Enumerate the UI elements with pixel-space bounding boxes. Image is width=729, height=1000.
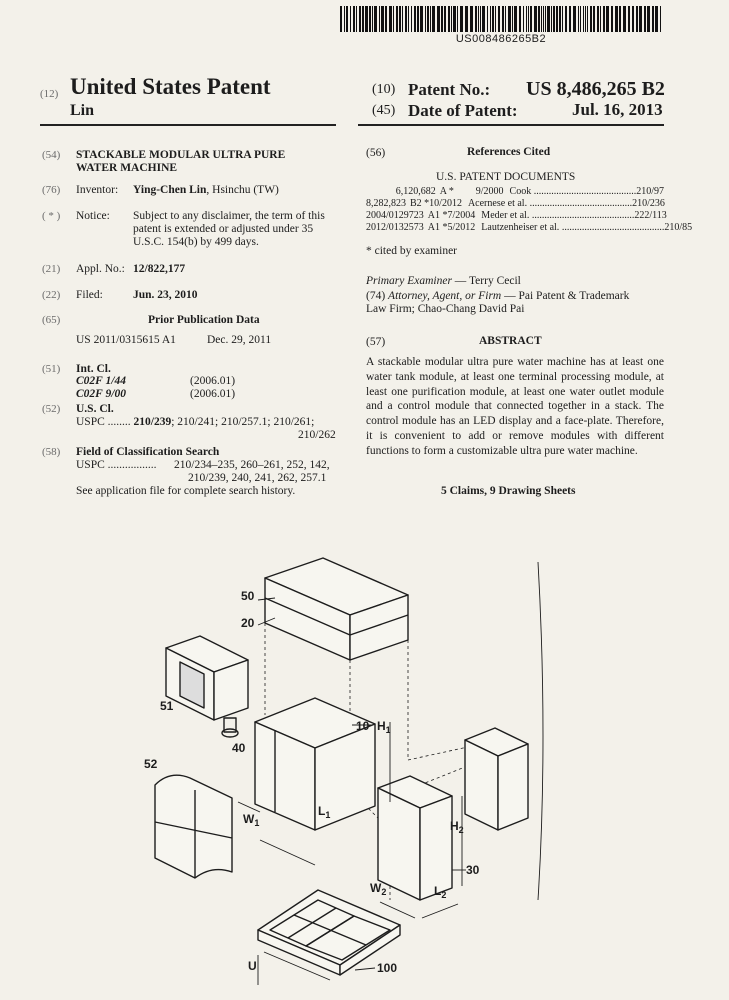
code-57: (57) (366, 336, 386, 348)
ref-class: 210/236 (632, 198, 665, 209)
barcode-bar (519, 6, 521, 32)
barcode-bar (470, 6, 473, 32)
label-u: U (248, 959, 257, 973)
module-50-box (265, 558, 408, 660)
ref-leader: ......................................... (527, 198, 633, 209)
prior-publication-heading: Prior Publication Data (148, 314, 260, 326)
date-of-patent: Jul. 16, 2013 (572, 100, 663, 119)
ref-leader: ......................................... (529, 210, 635, 221)
barcode-bar (350, 6, 351, 32)
barcode-bar (619, 6, 621, 32)
attorney-line1 (366, 289, 629, 303)
reference-row (366, 222, 693, 234)
code-56: (56) (366, 147, 386, 159)
barcode-bar (587, 6, 588, 32)
barcode-bar (526, 6, 527, 32)
ref-number: 8,282,823 (366, 198, 406, 209)
appl-no-label: Appl. No.: (76, 263, 125, 275)
module-right-box (465, 728, 528, 830)
barcode-bar (498, 6, 500, 32)
invention-title-line1: STACKABLE MODULAR ULTRA PURE (76, 149, 286, 161)
barcode-bar (660, 6, 661, 32)
barcode-bar (356, 6, 357, 32)
inventor-value (133, 183, 279, 197)
header-rule-left (40, 124, 336, 126)
ref-kind: A * (439, 186, 454, 197)
barcode-bar (478, 6, 479, 32)
code-12: (12) (40, 88, 59, 100)
barcode-bar (611, 6, 613, 32)
barcode-bar (482, 6, 485, 32)
barcode-bar (411, 6, 412, 32)
cited-note: * cited by examiner (366, 245, 458, 257)
barcode-bar (585, 6, 586, 32)
h1-subscript: 1 (385, 725, 391, 735)
code-21: (21) (42, 263, 61, 275)
barcode-bar (385, 6, 387, 32)
barcode-bar (487, 6, 488, 32)
ref-kind: A1 * (427, 222, 448, 233)
filed-label: Filed: (76, 289, 103, 301)
h2-letter: H (450, 819, 459, 833)
barcode-bar (427, 6, 429, 32)
w2-subscript: 2 (381, 887, 387, 897)
document-number: US008486265B2 (455, 33, 547, 45)
int-cl-2: C02F 9/00 (76, 388, 126, 400)
label-20: 20 (241, 616, 255, 630)
barcode-bar (603, 6, 605, 32)
barcode-bar (393, 6, 394, 32)
int-cl-2-date: (2006.01) (190, 388, 236, 400)
barcode-bar (490, 6, 491, 32)
barcode-bar (597, 6, 599, 32)
ref-leader: ......................................... (559, 222, 665, 233)
barcode-bar (475, 6, 477, 32)
w2-letter: W (370, 881, 382, 895)
barcode-bar (562, 6, 563, 32)
ref-name: Lautzenheiser et al. (481, 222, 560, 233)
ref-number: 2012/0132573 (366, 222, 424, 233)
barcode-bar (451, 6, 452, 32)
barcode-bar (492, 6, 494, 32)
code-notice: ( * ) (42, 210, 61, 222)
int-cl-label: Int. Cl. (76, 363, 111, 375)
ref-date: 7/2004 (447, 210, 476, 221)
barcode-bar (495, 6, 496, 32)
barcode-bar (514, 6, 517, 32)
ref-leader: ......................................... (531, 186, 637, 197)
uspc-rest-line2: 210/262 (298, 429, 336, 441)
w1-subscript: 1 (254, 818, 260, 828)
us-docs-heading: U.S. PATENT DOCUMENTS (436, 171, 576, 183)
label-50: 50 (241, 589, 255, 603)
l2-subscript: 2 (441, 890, 447, 900)
label-10: 10 (356, 719, 370, 733)
control-module-51 (166, 636, 248, 737)
barcode-bar (502, 6, 504, 32)
notice-line3: U.S.C. 154(b) by 499 days. (133, 236, 259, 248)
label-40: 40 (232, 741, 246, 755)
module-10-box (255, 698, 375, 830)
barcode-bar (374, 6, 377, 32)
barcode-bar (425, 6, 426, 32)
barcode-bar (508, 6, 511, 32)
barcode-bar (381, 6, 384, 32)
appl-no: 12/822,177 (133, 263, 186, 275)
l1-subscript: 1 (325, 810, 331, 820)
barcode-bar (553, 6, 555, 32)
barcode-bar (405, 6, 407, 32)
claims-summary: 5 Claims, 9 Drawing Sheets (441, 485, 576, 497)
patent-type-title: United States Patent (70, 74, 271, 99)
barcode-bar (639, 6, 642, 32)
barcode-bar (565, 6, 567, 32)
barcode-bar (628, 6, 630, 32)
barcode-bar (530, 6, 532, 32)
patent-drawing (0, 540, 729, 1000)
prior-publication-date: Dec. 29, 2011 (207, 334, 272, 346)
barcode-bar (556, 6, 558, 32)
code-52: (52) (42, 403, 61, 415)
field-line1: 210/234–235, 260–261, 252, 142, (174, 459, 330, 471)
l1-letter: L (318, 804, 326, 818)
ref-kind: A1 * (427, 210, 448, 221)
barcode-bar (543, 6, 544, 32)
reference-row (366, 198, 664, 210)
barcode-bar (389, 6, 392, 32)
barcode-bar (369, 6, 371, 32)
label-52: 52 (144, 757, 158, 771)
label-h1 (377, 719, 391, 735)
int-cl-1-date: (2006.01) (190, 375, 236, 387)
l2-letter: L (434, 884, 442, 898)
barcode-bar (632, 6, 634, 32)
abstract-text: A stackable modular ultra pure water machine has at least one water tank module, at least one terminal processing module, at least one purification module, at least one water outlet module and a control module that connected together in a stack. The control module has an LED display and a face-plate. Therefore, it is convenient to add or remove modules with different functions to form a customizable ultra pure water machine. (366, 356, 664, 457)
date-of-patent-label: Date of Patent: (408, 101, 518, 120)
reference-row (366, 186, 664, 198)
field-uspc-label: USPC ................. (76, 459, 157, 471)
us-cl-label: U.S. Cl. (76, 403, 114, 415)
patent-number: US 8,486,265 B2 (526, 78, 665, 100)
module-30-box (378, 776, 452, 900)
barcode-bar (444, 6, 446, 32)
barcode-bar (396, 6, 398, 32)
h2-subscript: 2 (458, 825, 464, 835)
barcode-bar (417, 6, 419, 32)
code-54: (54) (42, 149, 61, 161)
int-cl-1: C02F 1/44 (76, 375, 126, 387)
ref-name: Cook (509, 186, 532, 197)
attorney-label: Attorney, Agent, or Firm (388, 290, 502, 302)
barcode-bar (652, 6, 654, 32)
barcode (340, 6, 662, 32)
barcode-bar (344, 6, 345, 32)
barcode-bar (636, 6, 638, 32)
barcode-bar (580, 6, 581, 32)
barcode-bar (340, 6, 342, 32)
prior-publication-number: US 2011/0315615 A1 (76, 334, 176, 346)
barcode-bar (569, 6, 571, 32)
barcode-bar (534, 6, 537, 32)
references-list (366, 186, 693, 234)
barcode-bar (480, 6, 481, 32)
barcode-bar (593, 6, 595, 32)
code-58: (58) (42, 446, 61, 458)
label-30: 30 (466, 863, 480, 877)
barcode-bar (647, 6, 650, 32)
barcode-bar (528, 6, 529, 32)
barcode-bar (430, 6, 431, 32)
code-22: (22) (42, 289, 61, 301)
barcode-bar (505, 6, 506, 32)
barcode-bar (460, 6, 463, 32)
label-51: 51 (160, 699, 174, 713)
barcode-bar (465, 6, 468, 32)
barcode-bar (453, 6, 456, 32)
barcode-bar (600, 6, 601, 32)
uspc-main: 210/239 (133, 416, 172, 428)
barcode-bar (437, 6, 440, 32)
ref-number: 6,120,682 (395, 186, 436, 197)
field-search-label: Field of Classification Search (76, 446, 220, 458)
primary-examiner (366, 274, 521, 288)
filed-date: Jun. 23, 2010 (133, 289, 198, 301)
patent-no-label: Patent No.: (408, 80, 491, 99)
face-plate-52 (155, 775, 232, 878)
field-note: See application file for complete search history. (76, 485, 296, 497)
barcode-bar (399, 6, 401, 32)
barcode-bar (655, 6, 658, 32)
notice-label: Notice: (76, 210, 110, 222)
invention-title-line2: WATER MACHINE (76, 162, 178, 174)
code-10: (10) (372, 82, 396, 97)
ref-date: 10/2012 (429, 198, 462, 209)
barcode-bar (573, 6, 576, 32)
barcode-bar (420, 6, 423, 32)
notice-line1: Subject to any disclaimer, the term of this (133, 210, 325, 222)
barcode-bar (644, 6, 646, 32)
barcode-bar (512, 6, 513, 32)
inventor-location: , Hsinchu (TW) (206, 184, 279, 196)
barcode-bar (457, 6, 458, 32)
reference-row (366, 210, 667, 222)
code-51: (51) (42, 363, 61, 375)
barcode-bar (551, 6, 552, 32)
ref-date: 9/2000 (475, 186, 504, 197)
barcode-bar (538, 6, 540, 32)
barcode-bar (402, 6, 403, 32)
barcode-bar (448, 6, 450, 32)
ref-class: 210/85 (664, 222, 693, 233)
barcode-bar (372, 6, 373, 32)
barcode-bar (606, 6, 609, 32)
attorney-prefix: (74) (366, 290, 389, 302)
barcode-bar (441, 6, 443, 32)
barcode-bar (379, 6, 380, 32)
w1-letter: W (243, 812, 255, 826)
barcode-bar (414, 6, 416, 32)
barcode-bar (359, 6, 361, 32)
label-w1 (243, 812, 259, 828)
uspc-rest: ; 210/241; 210/257.1; 210/261; (171, 416, 315, 428)
label-100: 100 (377, 961, 398, 975)
ref-number: 2004/0129723 (366, 210, 424, 221)
uspc-line (76, 415, 314, 429)
ref-name: Meder et al. (481, 210, 530, 221)
abstract-heading: ABSTRACT (479, 335, 542, 347)
barcode-bar (547, 6, 550, 32)
barcode-bar (346, 6, 348, 32)
ref-class: 222/113 (634, 210, 667, 221)
barcode-bar (583, 6, 584, 32)
field-line2: 210/239, 240, 241, 262, 257.1 (188, 472, 327, 484)
barcode-bar (408, 6, 409, 32)
barcode-bar (559, 6, 561, 32)
attorney-line2: Law Firm; Chao-Chang David Pai (366, 303, 525, 315)
attorney-firm-1: — Pai Patent & Trademark (501, 290, 630, 302)
references-heading: References Cited (467, 146, 551, 158)
barcode-bar (590, 6, 592, 32)
header-rule-right (358, 124, 664, 126)
inventor-label: Inventor: (76, 184, 119, 196)
barcode-bar (541, 6, 542, 32)
barcode-bar (545, 6, 546, 32)
barcode-bar (432, 6, 435, 32)
barcode-bar (578, 6, 579, 32)
notice-line2: patent is extended or adjusted under 35 (133, 223, 314, 235)
h1-letter: H (377, 719, 386, 733)
ref-name: Acernese et al. (467, 198, 528, 209)
barcode-bar (623, 6, 626, 32)
uspc-label: USPC ........ (76, 416, 131, 428)
code-65: (65) (42, 314, 61, 326)
barcode-bar (615, 6, 618, 32)
barcode-bar (353, 6, 355, 32)
examiner-name: — Terry Cecil (451, 275, 521, 287)
inventor-name: Ying-Chen Lin (133, 184, 207, 196)
ref-kind: B2 * (410, 198, 430, 209)
barcode-bar (523, 6, 524, 32)
code-45: (45) (372, 103, 396, 118)
ref-class: 210/97 (636, 186, 664, 197)
barcode-bar (365, 6, 368, 32)
inventor-short: Lin (70, 102, 95, 119)
code-76: (76) (42, 184, 61, 196)
examiner-label: Primary Examiner (366, 275, 452, 287)
ref-date: 5/2012 (447, 222, 476, 233)
barcode-bar (362, 6, 364, 32)
